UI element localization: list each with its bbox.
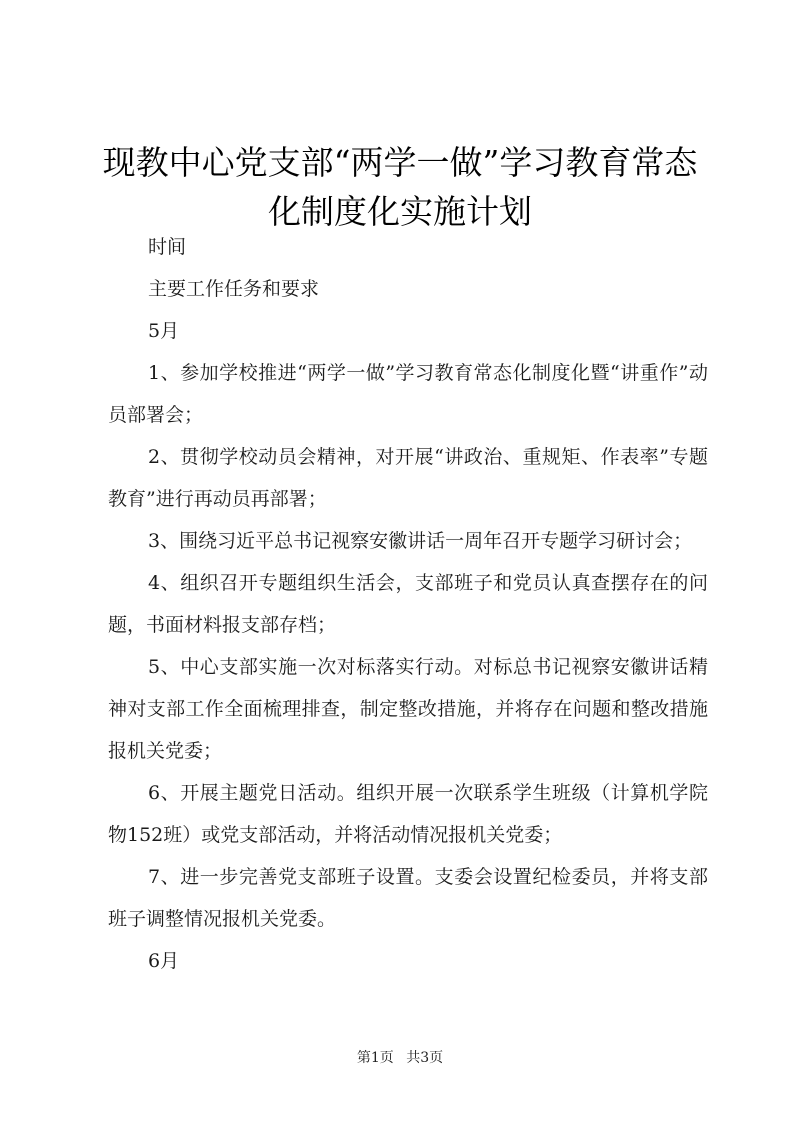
paragraph-tasks-heading: 主要工作任务和要求 <box>148 278 320 300</box>
paragraph-time-label: 时间 <box>148 236 187 258</box>
paragraph-item-2: 2、贯彻学校动员会精神，对开展“讲政治、重规矩、作表率”专题教育”进行再动员再部署； <box>108 446 708 510</box>
paragraph-item-7: 7、进一步完善党支部班子设置。支委会设置纪检委员，并将支部班子调整情况报机关党委。 <box>108 866 708 930</box>
total-pages: 共3页 <box>406 1050 444 1066</box>
page-number: 第1页 <box>356 1050 394 1066</box>
document-body <box>108 226 708 982</box>
paragraph-item-4: 4、组织召开专题组织生活会，支部班子和党员认真查摆存在的问题，书面材料报支部存档； <box>108 572 708 636</box>
page-footer <box>0 1048 800 1068</box>
paragraph-month-june: 6月 <box>148 950 180 972</box>
document-title: 现教中心党支部“两学一做”学习教育常态化制度化实施计划 <box>102 143 698 231</box>
paragraph-item-5: 5、中心支部实施一次对标落实行动。对标总书记视察安徽讲话精神对支部工作全面梳理排查，制定整改措施，并将存在问题和整改措施报机关党委； <box>108 656 708 762</box>
paragraph-item-6: 6、开展主题党日活动。组织开展一次联系学生班级（计算机学院物152班）或党支部活动，并将活动情况报机关党委； <box>108 782 708 846</box>
paragraph-item-1: 1、参加学校推进“两学一做”学习教育常态化制度化暨“讲重作”动员部署会； <box>108 362 708 426</box>
paragraph-item-3: 3、围绕习近平总书记视察安徽讲话一周年召开专题学习研讨会； <box>148 530 693 552</box>
paragraph-month-may: 5月 <box>148 320 180 342</box>
